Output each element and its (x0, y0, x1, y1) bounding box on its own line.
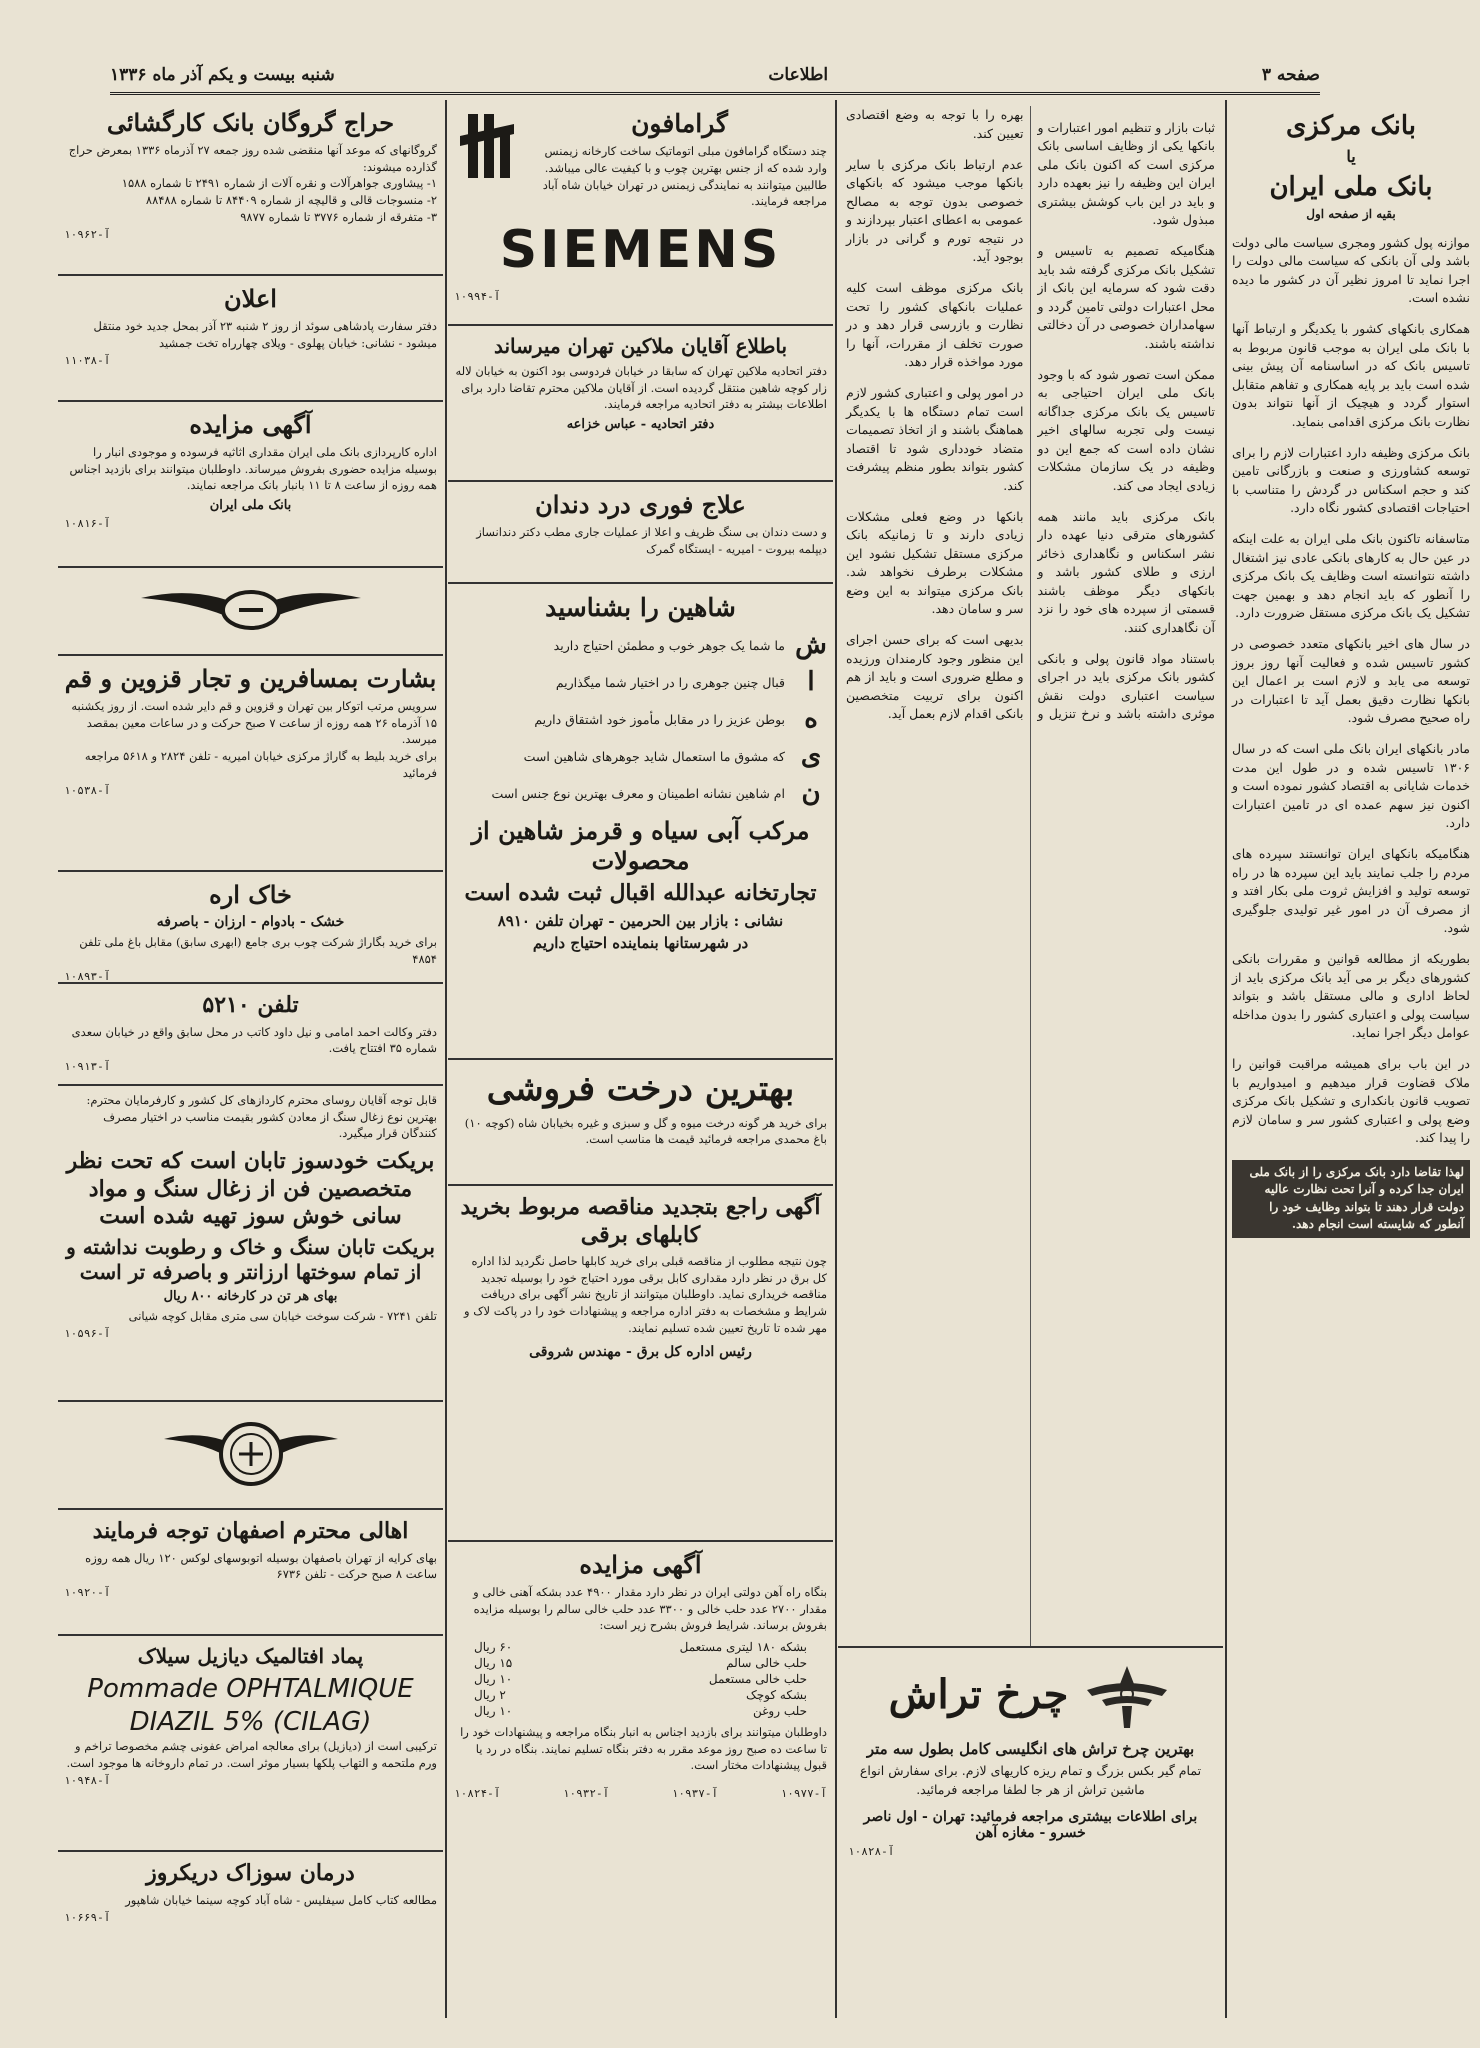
bus-body: سرویس مرتب اتوکار بین تهران و قزوین و قم دایر شده است. از روز یکشنبه ۱۵ آذرماه ۲۶ همه روزه از ساعت ۷ صبح حرکت و در ساعات معین بمقصد میرسد. (71, 699, 437, 747)
bank-auction-ad (58, 402, 443, 568)
pawn-item: ۲- منسوجات قالی و قالیچه از شماره ۸۴۴۰۹ تا شماره ۸۸۴۸۸ (145, 193, 437, 208)
shahin-title: شاهین را بشناسید (545, 593, 736, 622)
auction-price: ۱۵ ریال (474, 1656, 513, 1671)
shahin-row-text: ام شاهین نشانه اطمینان و معرف بهترین نوع جنس است (491, 785, 785, 801)
ad-code: آ-۱۰۸۲۸ (848, 1845, 895, 1858)
siemens-wordmark: SIEMENS (499, 219, 782, 280)
ink-agents: در شهرستانها بنماینده احتیاج داریم (532, 933, 749, 952)
auction-item: حلب خالی سالم (726, 1656, 807, 1671)
ad-code: آ-۱۰۹۹۴ (454, 289, 501, 303)
cable-title: آگهی راجع بتجدید مناقصه مربوط بخرید کابلهای برقی (460, 1194, 821, 1248)
embassy-notice (58, 276, 443, 402)
sawdust-ad (58, 872, 443, 984)
tree-nursery-ad (448, 1060, 833, 1186)
shahin-row (454, 778, 827, 808)
bank-auction-body: اداره کارپردازی بانک ملی ایران مقداری اثاثیه فرسوده و موجودی انبار را بوسیله مزایده حضوری بفروش میرساند. داوطلبان میتوانند برای بازدید اجناس همه روزه از ساعت ۸ تا ۱۱ بانبار بانک مراجعه نمایند. (69, 445, 437, 493)
ad-code: آ-۱۰۹۶۲ (64, 228, 111, 242)
gramophone-ad (448, 100, 833, 326)
shahin-letter: ه (804, 704, 818, 735)
column-rule (835, 100, 837, 2018)
column-rule (445, 100, 447, 2018)
article-paragraph: ممکن است تصور شود که با وجود بانک ملی ایران احتیاجی به تاسیس یک بانک مرکزی جداگانه نیست ولی تجربه سالهای اخیر نشان داده است که جمع این دو وظیفه در یک سازمان مشکلات زیادی ایجاد می کند. (1037, 366, 1215, 493)
ointment-latin-name: Pommade OPHTALMIQUE (87, 1674, 414, 1704)
cable-tender-ad (448, 1186, 833, 1542)
article-paragraph: ثبات بازار و تنظیم امور اعتبارات و بانکها یکی از وظایف اساسی بانک مرکزی است که اکنون بانک ملی ایران این وظیفه را نیز بعهده دارد و باید در این باب کوشش بیشتری مبذول شود. (1037, 119, 1215, 227)
ad-code: آ-۱۰۸۹۳ (64, 970, 111, 984)
briquette-title: بریکت خودسوز تابان است که تحت نظر متخصصین فن از زغال سنگ و مواد سانی خوش سوز تهیه شده است (66, 1148, 435, 1230)
highlighted-conclusion: لهذا تقاضا دارد بانک مرکزی را از بانک ملی ایران جدا کرده و آنرا تحت نظارت عالیه دولت قرار دهند تا بتواند وظایف خود را آنطور که شایسته است انجام دهد. (1232, 1160, 1470, 1238)
ad-code: آ-۱۰۸۱۶ (64, 517, 111, 531)
column-rule (1225, 100, 1227, 2018)
lathe-ad (838, 1646, 1223, 2018)
shahin-ink-ad (448, 584, 833, 1060)
shahin-row (454, 741, 827, 771)
embassy-body: دفتر سفارت پادشاهی سوئد از روز ۲ شنبه ۲۳ آذر بمحل جدید خود منتقل میشود - نشانی: خیابان پهلوی - ویلای چهارراه تخت جمشید (93, 319, 437, 350)
bank-auction-signature: بانک ملی ایران (209, 498, 292, 514)
isfahan-bus-ad (58, 1510, 443, 1636)
auction-item: بشکه کوچک (746, 1688, 807, 1703)
gramophone-title: گرامافون (631, 109, 728, 138)
clinic-title: درمان سوزاک دریکروز (146, 1860, 355, 1886)
article-paragraph: در امور پولی و اعتباری کشور لازم است تمام دستگاه ها با یکدیگر هماهنگ باشند و از اتخاذ تصمیمات متضاد خودداری شود تا اقتصاد کشور بتواند بطور منظم پیشرفت کند. (846, 385, 1024, 493)
auction-terms: داوطلبان میتوانند برای بازدید اجناس به انبار بنگاه مراجعه و پیشنهادات خود را تا ساعت ده صبح روز موعد مقرر به دفتر بنگاه تسلیم نمایند. بنگاه در رد یا قبول پیشنهادات مختار است. (460, 1725, 827, 1773)
article-paragraph: متاسفانه تاکنون بانک ملی ایران به علت اینکه در عین حال به کارهای بانکی عادی نیز اشتغال داشته نتوانسته است وظایف یک بانک مرکزی را آنطور که باید انجام دهد و بهمین جهت تشکیل یک بانک مرکزی مستقل ضرورت دارد. (1232, 531, 1470, 620)
article-paragraph: همکاری بانکهای کشور با یکدیگر و ارتباط آنها با بانک ملی ایران به موجب قانون مربوط به تاسیس بانک که در اساسنامه آن پیش بینی شده است باید بر پایه همکاری و تفاهم متقابل استوار گردد و هیچیک از آنها نتواند بدون نظارت بانک مرکزی اقدامی بنماید. (1232, 321, 1470, 429)
sawdust-body: برای خرید بگاراژ شرکت چوب بری جامع (ابهری سابق) مقابل باغ ملی تلفن ۴۸۵۴ (79, 935, 437, 966)
article-paragraph: در این باب برای همیشه مراقبت قوانین را ملاک قضاوت قرار میدهیم و امیدواریم با تصویب قانون بانکداری و تشکیل بانک مرکزی وضع پولی و اعتباری کشور سر و سامان لازم را پیدا کند. (1232, 1056, 1470, 1145)
article-paragraph: بدیهی است که برای حسن اجرای این منظور وجود کارمندان ورزیده و مطلع ضروری است و باید از هم اکنون برای تربیت متخصصین بانکی اقدام لازم بعمل آید. (846, 632, 1024, 721)
ad-code: آ-۱۰۵۹۶ (64, 1327, 111, 1341)
shahin-row-text: قبال چنین جوهری را در اختیار شما میگذاریم (555, 674, 785, 690)
shahin-row (454, 667, 827, 697)
ad-code: آ-۱۰۶۶۹ (64, 1911, 111, 1925)
isfahan-title: اهالی محترم اصفهان توجه فرمایند (92, 1518, 409, 1544)
tree-body: برای خرید هر گونه درخت میوه و گل و سبزی و غیره بخیابان شاه (کوچه ۱۰) باغ محمدی مراجعه فرمائید قیمت ها مناسب است. (464, 1115, 827, 1147)
bank-auction-title: آگهی مزایده (189, 410, 312, 439)
ad-code: آ-۱۰۹۷۷ (780, 1787, 827, 1801)
ink-title: مرکب آبی سیاه و قرمز شاهین از محصولات (471, 816, 810, 876)
shahin-letter: ی (800, 741, 822, 772)
landowners-title: باطلاع آقایان ملاکین تهران میرساند (493, 334, 788, 358)
page-number: صفحه ۳ (1261, 65, 1320, 85)
page-header (110, 58, 1320, 95)
article-paragraph: هنگامیکه تصمیم به تاسیس و تشکیل بانک مرکزی گرفته شد باید دقت شود که سرمایه این بانک از محل اعتبارات دولتی تامین گردد و سهامداران خصوصی در آن دخالتی نداشته باشند. (1037, 243, 1215, 351)
article-title-conj: یا (1346, 146, 1356, 166)
clinic-ad (58, 1852, 443, 1954)
newspaper-name: اطلاعات (768, 65, 829, 85)
toothache-ad (448, 482, 833, 584)
landowners-body: دفتر اتحادیه ملاکین تهران که سابقا در خیابان فردوسی بود اکنون به خیابان لاله زار کوچه شاهین منتقل گردیده است. از آقایان ملاکین محترم تقاضا دارد برای اطلاعات بیشتر به دفتر اتحادیه مراجعه فرمایند. (455, 364, 827, 412)
ad-code: آ-۱۰۹۲۰ (64, 1585, 111, 1599)
auction-price: ۲ ریال (474, 1688, 506, 1703)
pawn-body: گروگانهای که موعد آنها منقضی شده روز جمعه ۲۷ آذرماه ۱۳۳۶ بمعرض حراج گذارده میشوند: (68, 143, 437, 174)
continued-note: بقیه از صفحه اول (1306, 207, 1396, 221)
auction-title: آگهی مزایده (579, 1550, 702, 1579)
ad-code: آ-۱۱۰۳۸ (64, 354, 111, 368)
ink-company: تجارتخانه عبدالله اقبال ثبت شده است (464, 880, 817, 907)
briquette-subtitle: بریکت تابان سنگ و خاک و رطوبت نداشته و از تمام سوختها ارزانتر و باصرفه تر است (66, 1234, 435, 1284)
ads-column-left (58, 100, 443, 2018)
auction-price-row (474, 1672, 807, 1686)
article-title-line1: بانک مرکزی (1285, 111, 1417, 141)
briquette-intro: قابل توجه آقایان روسای محترم کاردازهای کل کشور و کارفرمایان محترم: بهترین نوع زغال سنگ از معادن کشور بقیمت مناسب در اختیار مصرف کنندگان قرار میگیرد. (86, 1093, 437, 1141)
shahin-row-text: ما شما یک جوهر خوب و مطمئن احتیاج دارید (553, 637, 785, 653)
bus-service-ad (58, 656, 443, 872)
ad-code: آ-۱۰۹۱۳ (64, 1059, 111, 1073)
faravahar-emblem-icon (1082, 1656, 1172, 1736)
ads-column-middle (448, 100, 833, 2018)
shahin-row-text: بوطن عزیز را در مقابل مأموز خود اشتقاق داریم (534, 711, 785, 727)
toothache-body: و دست دندان بی سنگ ظریف و اعلا از عملیات جاری مطب دکتر دندانساز دیپلمه بیروت - امیریه - ایستگاه گمرک (476, 525, 827, 556)
cable-signature: رئیس اداره کل برق - مهندس شروقی (529, 1344, 752, 1361)
briquette-price: بهای هر تن در کارخانه ۸۰۰ ریال (163, 1288, 338, 1304)
law-office-title: تلفن ۵۲۱۰ (202, 992, 299, 1018)
sawdust-features: خشک - بادوام - ارزان - باصرفه (156, 914, 345, 930)
tree-title: بهترین درخت فروشی (486, 1069, 795, 1109)
article-paragraph: هنگامیکه بانکهای ایران توانستند سپرده های مردم را جلب نمایند باید این سپرده ها در راه توسعه تولید و افزایش ثروت ملی بکار افتد و از مصرف آن در امور غیر تولیدی جلوگیری شود. (1232, 846, 1470, 935)
siemens-logo-icon (454, 106, 524, 186)
lathe-subtitle: بهترین چرخ تراش های انگلیسی کامل بطول سه متر (866, 1740, 1195, 1758)
law-office-ad (58, 984, 443, 1086)
auction-price: ۱۰ ریال (474, 1672, 513, 1687)
ad-code: آ-۱۰۹۴۸ (64, 1774, 111, 1788)
landowners-signature: دفتر اتحادیه - عباس خزاعه (566, 417, 715, 433)
auction-price-row (474, 1688, 807, 1702)
ad-code: آ-۱۰۸۲۴ (454, 1787, 501, 1801)
auction-price-row (474, 1704, 807, 1718)
round-emblem (58, 1402, 443, 1510)
cable-body: چون نتیجه مطلوب از مناقصه قبلی برای خرید کابلها حاصل نگردید لذا اداره کل برق در نظر دارد مقداری کابل برقی مورد احتیاج خود را بوسیله تجدید مناقصه خریداری نماید. داوطلبان میتوانند از تاریخ نشر آگهی برای دریافت شرایط و مشخصات به دفتر اداره مراجعه و پیشنهادات خود را در پاکت لاک و مهر شده تا تاریخ تعیین شده تسلیم نمایند. (464, 1254, 827, 1335)
pawn-item: ۱- پیشاوری جواهرآلات و نقره آلات از شماره ۲۴۹۱ تا شماره ۱۵۸۸ (121, 176, 437, 191)
shahin-letter: ش (795, 630, 827, 661)
shahin-row-text: که مشوق ما استعمال شاید جوهرهای شاهین است (523, 748, 785, 764)
clinic-body: مطالعه کتاب کامل سیفلیس - شاه آباد کوچه سینما خیابان شاهپور (125, 1892, 437, 1907)
eye-ointment-ad (58, 1636, 443, 1852)
auction-item: بشکه ۱۸۰ لیتری مستعمل (679, 1640, 807, 1655)
ointment-body: ترکیبی است از (دیازیل) برای معالجه امراض عفونی چشم مخصوصا تراخم و ورم ملتحمه و التهاب پلکها بسیار موثر است. در تمام داروخانه ها موجود است. (66, 1739, 437, 1770)
article-paragraph: بانک مرکزی باید مانند همه کشورهای مترقی دنیا عهده دار نشر اسکناس و نگاهداری ذخائر ارزی و طلای کشور باشد و بانکهای دیگر موظف باشند قسمتی از سپرده های خود را نزد آن نگاهداری کنند. (1037, 508, 1215, 635)
auction-item: حلب روغن (753, 1704, 807, 1719)
law-office-body: دفتر وکالت احمد امامی و نیل داود کاتب در محل سابق واقع در خیابان سعدی شماره ۳۵ افتتاح یافت. (71, 1024, 437, 1056)
pawn-title: حراج گروگان بانک کارگشائی (106, 108, 395, 137)
issue-date: شنبه بیست و یکم آذر ماه ۱۳۳۶ (110, 65, 335, 85)
isfahan-body: بهای کرایه از تهران باصفهان بوسیله اتوبوسهای لوکس ۱۲۰ ریال همه روزه ساعت ۸ صبح حرکت - تلفن ۶۷۳۶ (85, 1550, 437, 1582)
shahin-letter: ن (801, 778, 821, 809)
article-paragraph: بانک مرکزی موظف است کلیه عملیات بانکهای کشور را تحت نظارت و بازرسی قرار دهد و در صورت تخلف از مقررات، آنها را مورد مواخذه قرار دهد. (846, 280, 1024, 369)
auction-body: بنگاه راه آهن دولتی ایران در نظر دارد مقدار ۴۹۰۰ عدد بشکه آهنی خالی و مقدار ۲۷۰۰ عدد حلب خالی و ۳۳۰۰ عدد حلب خالی سالم را بوسیله مزایده بفروش برساند. شرایط فروش بشرح زیر است: (473, 1585, 827, 1633)
ad-codes-row (454, 1784, 827, 1800)
auction-price: ۱۰ ریال (474, 1704, 513, 1719)
briquette-contact: تلفن ۷۲۴۱ - شرکت سوخت خیابان سی متری مقابل کوچه شیانی (128, 1308, 437, 1323)
sawdust-title: خاک اره (209, 880, 292, 909)
ad-code: آ-۱۰۹۳۷ (671, 1787, 719, 1801)
article-title-line2: بانک ملی ایران (1269, 171, 1433, 202)
article-paragraph: باستناد مواد قانون پولی و بانکی کشور بانک مرکزی باید در اجرای سیاست اعتباری دولت نقش موثری داشته باشد و نرخ تنزیل و بهره را با توجه به وضع اقتصادی تعیین کند. (846, 107, 1215, 721)
lathe-body: تمام گیر بکس بزرگ و تمام ریزه کاریهای لازم. برای سفارش انواع ماشین تراش از هر جا لطفا مراجعه فرمائید. (859, 1763, 1202, 1797)
bus-company-emblem-icon (156, 1413, 346, 1495)
article-column (1228, 100, 1478, 2018)
shahin-row (454, 630, 827, 660)
article-paragraph: عدم ارتباط بانک مرکزی با سایر بانکها موجب میشود که بانکهای خصوصی بدون توجه به مصالح عمومی به اعطای اعتبار بپردازند و در نتیجه تورم و گرانی در بازار بوجود آید. (846, 156, 1024, 264)
auction-price: ۶۰ ریال (474, 1640, 513, 1655)
auction-price-list (474, 1640, 807, 1718)
article-paragraph: بانک مرکزی وظیفه دارد اعتبارات لازم را برای توسعه کشاورزی و صنعت و بازرگانی تامین کند و حجم اسکناس در گردش را متناسب با احتیاجات اقتصادی کشور نگاه دارد. (1232, 444, 1470, 515)
ad-code: آ-۱۰۵۳۸ (64, 784, 111, 798)
continuation-column (838, 100, 1223, 2018)
article-paragraph: بطوریکه از مطالعه قوانین و مقررات بانکی کشورهای دیگر بر می آید بانک مرکزی باید از لحاظ اداری و مالی مستقل باشد و بتواند سیاست پولی و اعتباری کشور را بدون مداخله عوامل دیگر اجرا نماید. (1232, 951, 1470, 1040)
ad-code: آ-۱۰۹۳۲ (562, 1787, 610, 1801)
article-paragraph: بانکها در وضع فعلی مشکلات زیادی دارند و تا زمانیکه بانک مرکزی مستقل تشکیل نشود این مشکلات برطرف نخواهد شد. بانک مرکزی میتواند به این وضع سر و سامان دهد. (846, 508, 1024, 616)
article-paragraph: در سال های اخیر بانکهای متعدد خصوصی در کشور تاسیس شده و فعالیت آنها روز بروز توسعه می یابد و لازم است بر اعمال این بانکها نظارت دقیق بعمل آید تا اعتبارات در راه صحیح مصرف شود. (1232, 636, 1470, 725)
pawn-item: ۳- متفرقه از شماره ۳۷۷۶ تا شماره ۹۸۷۷ (240, 209, 437, 224)
bus-contact: برای خرید بلیط به گاراژ مرکزی خیابان امیریه - تلفن ۲۸۲۴ و ۵۶۱۸ مراجعه فرمائید (84, 749, 437, 780)
bus-title: بشارت بمسافرین و تجار قزوین و قم (64, 664, 437, 693)
article-paragraph: مادر بانکهای ایران بانک ملی است که در سال ۱۳۰۶ تاسیس شده و در طول این مدت خدمات شایانی به اقتصاد کشور نموده است و اکنون نیز سهم عمده ای در تامین اعتبارات دارد. (1232, 741, 1470, 830)
auction-price-row (474, 1656, 807, 1670)
shahin-row (454, 704, 827, 734)
auction-price-row (474, 1640, 807, 1654)
railway-auction-ad (448, 1542, 833, 2018)
toothache-title: علاج فوری درد دندان (535, 490, 746, 519)
lathe-contact: برای اطلاعات بیشتری مراجعه فرمائید: تهران - اول ناصر خسرو - مغازه آهن (863, 1809, 1198, 1841)
auction-item: حلب خالی مستعمل (708, 1672, 807, 1687)
lathe-title: چرخ تراش (888, 1671, 1069, 1718)
shahin-letter: ا (807, 667, 815, 698)
article-paragraph: موازنه پول کشور ومجری سیاست مالی دولت باشد ولی آن بانکی که سیاست مالی دولت را اجرا نماید تا امروز نظیر آن در کشور ما دیده نشده است. (1232, 234, 1470, 305)
ink-address: نشانی : بازار بین الحرمین - تهران تلفن ۸۹۱۰ (497, 911, 784, 930)
winged-emblem (58, 568, 443, 656)
briquette-ad (58, 1086, 443, 1402)
winged-emblem-icon (131, 580, 371, 640)
pawn-auction-ad (58, 100, 443, 276)
gramophone-body: چند دستگاه گرامافون مبلی اتوماتیک ساخت کارخانه زیمنس وارد شده که از جنس بهترین چوب و با کیفیت عالی میباشد. طالبین میتوانند به نمایندگی زیمنس در تهران خیابان شاه آباد مراجعه فرمایند. (542, 144, 827, 209)
embassy-title: اعلان (224, 284, 277, 313)
ointment-title: پماد افتالمیک دیازیل سیلاک (137, 1644, 364, 1668)
ointment-latin-formula: DIAZIL 5% (CILAG) (129, 1706, 372, 1737)
landowners-notice (448, 326, 833, 482)
